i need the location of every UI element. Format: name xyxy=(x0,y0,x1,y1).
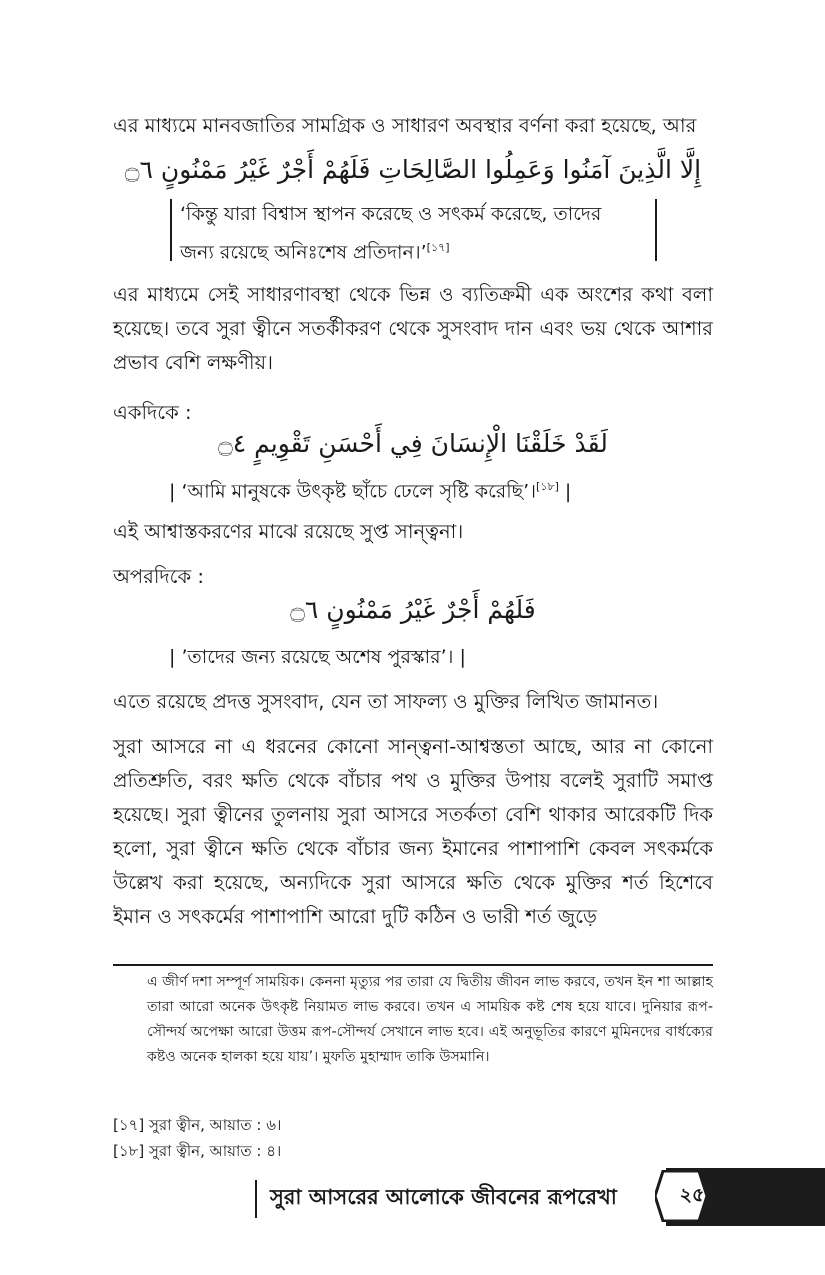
paragraph-glad-tidings: এতে রয়েছে প্রদত্ত সুসংবাদ, যেন তা সাফল্য ও মুক্তির লিখিত জামানত। xyxy=(113,690,659,713)
quote-translation-1 xyxy=(180,197,601,269)
quote-left-bar xyxy=(170,199,172,261)
footnote-divider xyxy=(113,964,713,966)
quote-line: জন্য রয়েছে অনিঃশেষ প্রতিদান।’ xyxy=(180,241,427,264)
quote-bar-left: | xyxy=(169,646,182,668)
quote-translation-2 xyxy=(169,470,571,508)
footnote-marker: [১৭] xyxy=(426,241,450,254)
arabic-verse-3: فَلَهُمْ أَجْرٌ غَيْرُ مَمْنُونٍ ۝٦ xyxy=(290,595,536,624)
label-on-the-other-hand: অপরদিকে : xyxy=(113,565,204,588)
paragraph-exception: এর মাধ্যমে সেই সাধারণাবস্থা থেকে ভিন্ন ও ব্যতিক্রমী এক অংশের কথা বলা হয়েছে। তবে সুরা ত্বীনে সতর্কীকরণ থেকে সুসংবাদ দান এবং ভয় থেকে আশার প্রভাব বেশি লক্ষণীয়। xyxy=(113,283,713,374)
footnote-marker: [১৮] xyxy=(536,480,559,493)
paragraph-intro: এর মাধ্যমে মানবজাতির সামগ্রিক ও সাধারণ অবস্থার বর্ণনা করা হয়েছে, আর xyxy=(113,114,697,137)
quote-bar-left: | xyxy=(169,480,182,503)
label-on-one-hand: একদিকে : xyxy=(113,401,192,424)
paragraph-consolation: এই আশ্বাস্তকরণের মাঝে রয়েছে সুপ্ত সান্ত্বনা। xyxy=(113,520,464,543)
arabic-verse-1: إِلَّا الَّذِينَ آمَنُوا وَعَمِلُوا الصَّالِحَاتِ فَلَهُمْ أَجْرٌ غَيْرُ مَمْنُونٍ ۝٦ xyxy=(124,155,702,184)
page-number: ২৫ xyxy=(679,1184,705,1206)
quote-bar-right: | xyxy=(558,480,572,503)
quote-bar-right: | xyxy=(453,646,466,668)
quote-right-bar xyxy=(655,199,657,261)
quote-translation-3 xyxy=(169,640,466,674)
footnote-18: [১৮] সুরা ত্বীন, আয়াত : ৪। xyxy=(113,1142,282,1160)
footnote-17: [১৭] সুরা ত্বীন, আয়াত : ৬। xyxy=(113,1116,282,1134)
arabic-verse-2: لَقَدْ خَلَقْنَا الْإِنسَانَ فِي أَحْسَنِ تَقْوِيمٍ ۝٤ xyxy=(218,429,608,458)
quote-text: ‘আমি মানুষকে উৎকৃষ্ট ছাঁচে ঢেলে সৃষ্টি করেছি’। xyxy=(181,480,537,503)
paragraph-comparison: সুরা আসরে না এ ধরনের কোনো সান্ত্বনা-আশ্বস্ততা আছে, আর না কোনো প্রতিশ্রুতি, বরং ক্ষতি থেকে বাঁচার পথ ও মুক্তির উপায় বলেই সুরাটি সমাপ্ত হয়েছে। সুরা ত্বীনের তুলনায় সুরা আসরে সতর্কতা বেশি থাকার আরেকটি দিক হলো, সুরা ত্বীনে ক্ষতি থেকে বাঁচার জন্য ইমানের পাশাপাশি কেবল সৎকর্মকে উল্লেখ করা হয়েছে, অন্যদিকে সুরা আসরে ক্ষতি থেকে মুক্তির শর্ত হিশেবে ইমান ও সৎকর্মের পাশাপাশি আরো দুটি কঠিন ও ভারী শর্ত জুড়ে xyxy=(113,735,713,928)
quote-text: ’তাদের জন্য রয়েছে অশেষ পুরস্কার’। xyxy=(181,646,454,668)
quote-line: ‘কিন্তু যারা বিশ্বাস স্থাপন করেছে ও সৎকর্ম করেছে, তাদের xyxy=(180,203,602,225)
footnote-continued: এ জীর্ণ দশা সম্পূর্ণ সাময়িক। কেননা মৃত্যুর পর তারা যে দ্বিতীয় জীবন লাভ করবে, তখন ইন শা আল্লাহ তারা আরো অনেক উৎকৃষ্ট নিয়ামত লাভ করবে। তখন এ সাময়িক কষ্ট শেষ হয়ে যাবে। দুনিয়ার রূপ-সৌন্দর্য অপেক্ষা আরো উত্তম রূপ-সৌন্দর্য সেখানে লাভ হবে। এই অনুভূতির কারণে মুমিনদের বার্ধক্যের কষ্টও অনেক হালকা হয়ে যায়’। মুফতি মুহাম্মাদ তাকি উসমানি। xyxy=(147,974,713,1065)
footer-divider xyxy=(255,1180,257,1218)
running-footer-title: সুরা আসরের আলোকে জীবনের রূপরেখা xyxy=(270,1185,617,1209)
